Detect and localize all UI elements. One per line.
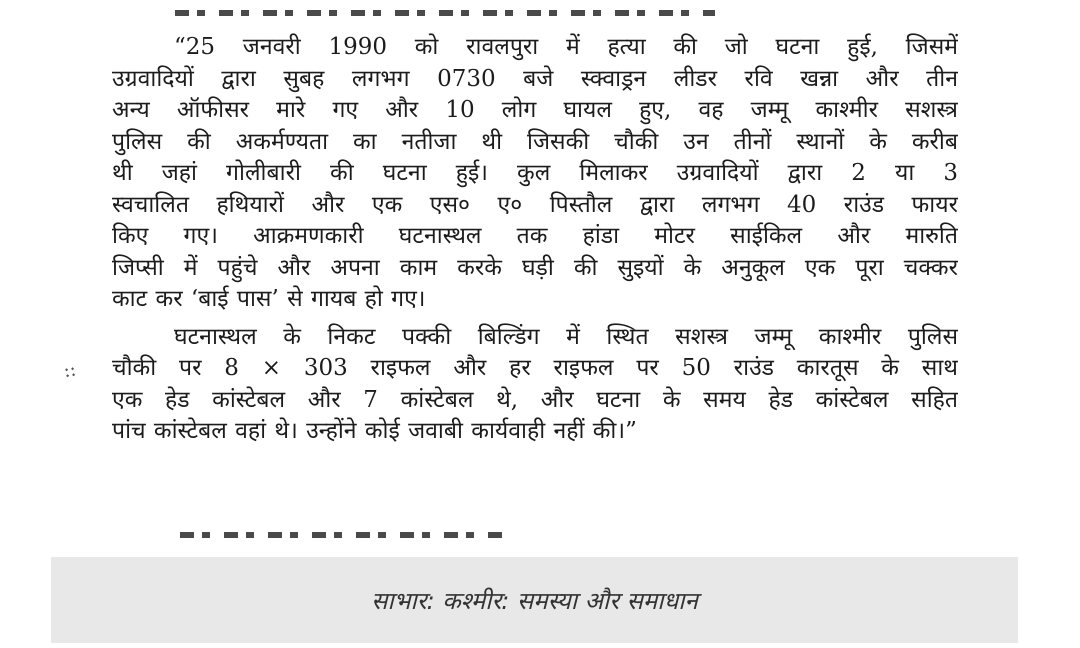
passage-line: पुलिस की अकर्मण्यता का नतीजा थी जिसकी चौकी उन तीनों स्थानों के करीब: [112, 128, 958, 155]
passage-line: काट कर ‘बाई पास’ से गायब हो गए।: [112, 286, 426, 312]
source-caption: साभार: कश्मीर: समस्या और समाधान: [371, 586, 698, 615]
scan-smudge-mark: ⁘: [54, 358, 86, 391]
passage-line: अन्य ऑफीसर मारे गए और 10 लोग घायल हुए, वह जम्मू काश्मीर सशस्त्र: [112, 97, 958, 123]
caption-box: [51, 557, 1018, 643]
passage-line: थी जहां गोलीबारी की घटना हुई। कुल मिलाकर उग्रवादियों द्वारा 2 या 3: [112, 160, 958, 186]
passage-line: एक हेड कांस्टेबल और 7 कांस्टेबल थे, और घटना के समय हेड कांस्टेबल सहित: [112, 386, 958, 413]
passage-line: स्वचालित हथियारों और एक एस० ए० पिस्तौल द्वारा लगभग 40 राउंड फायर: [112, 191, 958, 218]
cropped-line-fragment-bottom: [180, 532, 510, 538]
passage-line: घटनास्थल के निकट पक्की बिल्डिंग में स्थित सशस्त्र जम्मू काश्मीर पुलिस: [174, 323, 958, 350]
cropped-line-fragment-top: [175, 10, 715, 16]
passage-line: किए गए। आक्रमणकारी घटनास्थल तक हांडा मोटर साईकिल और मारुति: [112, 223, 958, 249]
passage-line: “25 जनवरी 1990 को रावलपुरा में हत्या की जो घटना हुई, जिसमें: [174, 34, 958, 60]
passage-line: उग्रवादियों द्वारा सुबह लगभग 0730 बजे स्क्वाड्रन लीडर रवि खन्ना और तीन: [112, 65, 958, 92]
passage-line: पांच कांस्टेबल वहां थे। उन्होंने कोई जवाबी कार्यवाही नहीं की।”: [112, 418, 637, 444]
quoted-passage: [112, 32, 958, 448]
passage-line: जिप्सी में पहुंचे और अपना काम करके घड़ी की सुइयों के अनुकूल एक पूरा चक्कर: [112, 254, 958, 281]
passage-line: चौकी पर 8 × 303 राइफल और हर राइफल पर 50 राउंड कारतूस के साथ: [112, 355, 958, 381]
